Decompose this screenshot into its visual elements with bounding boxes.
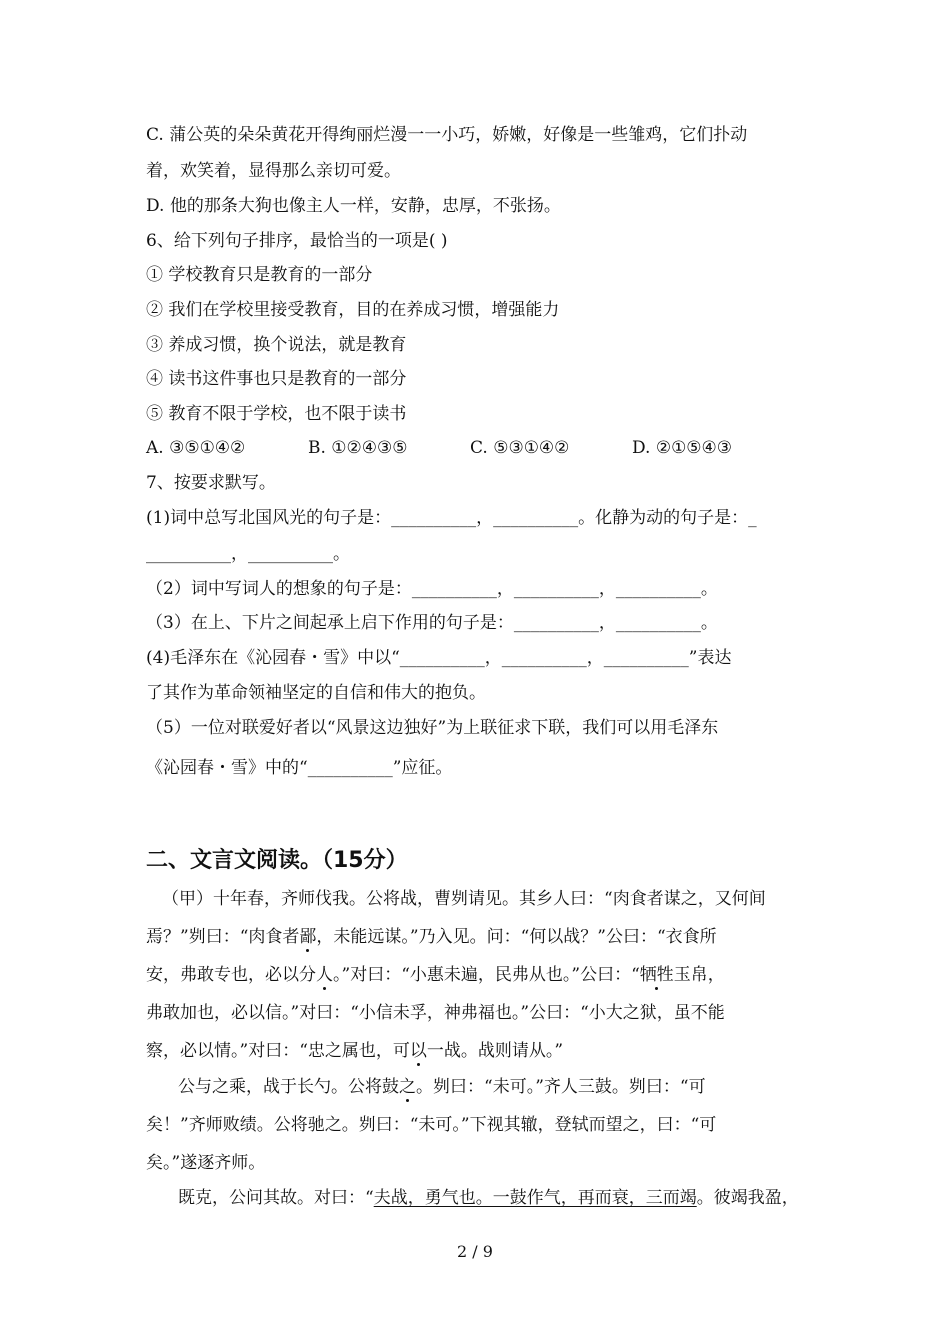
q6-option-b: B. ①②④③⑤ [308,438,408,458]
page-number: 2 / 9 [457,1242,493,1261]
passage-p3-line1 [178,1187,799,1209]
passage-p2-line2: 矣！”齐师败绩。公将驰之。刿曰：“未可。”下视其辙，登轼而望之，曰：“可 [146,1115,717,1135]
text-run: 玉帛， [673,965,725,985]
sentence-2: ② 我们在学校里接受教育，目的在养成习惯，增强能力 [146,300,560,320]
option-c-line2: 着，欢笑着，显得那么亲切可爱。 [146,161,401,181]
sentence-5: ⑤ 教育不限于学校，也不限于读书 [146,404,407,424]
question-6: 6、给下列句子排序，最恰当的一项是( ) [146,231,448,251]
q6-option-d: D. ②①⑤④③ [632,438,733,458]
emphasis-dot-word: 之 [399,1077,416,1097]
question-7: 7、按要求默写。 [146,473,276,493]
option-d: D. 他的那条大狗也像主人一样，安静，忠厚，不张扬。 [146,196,561,216]
q6-options [146,437,794,459]
sentence-4: ④ 读书这件事也只是教育的一部分 [146,369,407,389]
q7-item-5-line2: 《沁园春・雪》中的“__________”应征。 [146,758,453,778]
text-run: 公与之乘，战于长勺。公将鼓 [178,1077,399,1097]
sentence-3: ③ 养成习惯，换个说法，就是教育 [146,335,407,355]
text-run: 一战。战则请从。” [426,1041,564,1061]
emphasis-dot-word: 牺牲 [639,965,674,985]
passage-p1-line4: 弗敢加也，必以信。”对曰：“小信未孚，神弗福也。”公曰：“小大之狱，虽不能 [146,1003,725,1023]
sentence-1: ① 学校教育只是教育的一部分 [146,265,373,285]
passage-p2-line3: 矣。”遂逐齐师。 [146,1153,266,1173]
passage-p1-line1: （甲）十年春，齐师伐我。公将战，曹刿请见。其乡人曰：“肉食者谋之，又何间 [162,889,766,909]
q6-option-c: C. ⑤③①④② [470,438,570,458]
section-2-heading: 二、文言文阅读。（15分） [146,848,408,873]
text-run: 既克，公问其故。对曰：“ [178,1188,374,1208]
q7-item-4-line1: (4)毛泽东在《沁园春・雪》中以“__________，__________，__________”表达 [146,648,732,668]
text-run: 焉？”刿曰：“肉食者 [146,927,300,947]
q7-item-1-line2: __________，__________。 [146,544,350,564]
text-run: 。彼竭我盈， [696,1188,799,1208]
underlined-phrase: 夫战，勇气也。一鼓作气，再而衰，三而竭 [373,1188,697,1208]
emphasis-dot-word: 鄙 [299,927,317,947]
q7-item-5-line1: （5）一位对联爱好者以“风景这边独好”为上联征求下联，我们可以用毛泽东 [146,718,719,738]
text-run: 。刿曰：“未可。”齐人三鼓。刿曰：“可 [416,1077,706,1097]
emphasis-dot-word: 以 [409,1041,427,1061]
text-run: ，未能远谋。”乃入见。问：“何以战？”公曰：“衣食所 [316,927,717,947]
option-c-line1: C. 蒲公英的朵朵黄花开得绚丽烂漫一一小巧，娇嫩，好像是一些雏鸡，它们扑动 [146,125,748,145]
text-run: 。”对曰：“小惠未遍，民弗从也。”公曰：“ [333,965,640,985]
emphasis-dot-word: 人 [316,965,333,985]
passage-p2-line1 [178,1076,706,1098]
passage-p1-line5 [146,1040,563,1062]
passage-p1-line3 [146,964,725,986]
q7-item-2: （2）词中写词人的想象的句子是：__________，__________，__________。 [146,579,718,599]
passage-p1-line2 [146,926,717,948]
q6-option-a: A. ③⑤①④② [146,438,246,458]
text-run: 安，弗敢专也，必以分 [146,965,316,985]
text-run: 察，必以情。”对曰：“忠之属也，可 [146,1041,410,1061]
q7-item-3: （3）在上、下片之间起承上启下作用的句子是：__________，__________。 [146,613,718,633]
q7-item-4-line2: 了其作为革命领袖坚定的自信和伟大的抱负。 [146,683,486,703]
q7-item-1-line1: (1)词中总写北国风光的句子是：__________，__________。化静为动的句子是：_ [146,508,757,528]
